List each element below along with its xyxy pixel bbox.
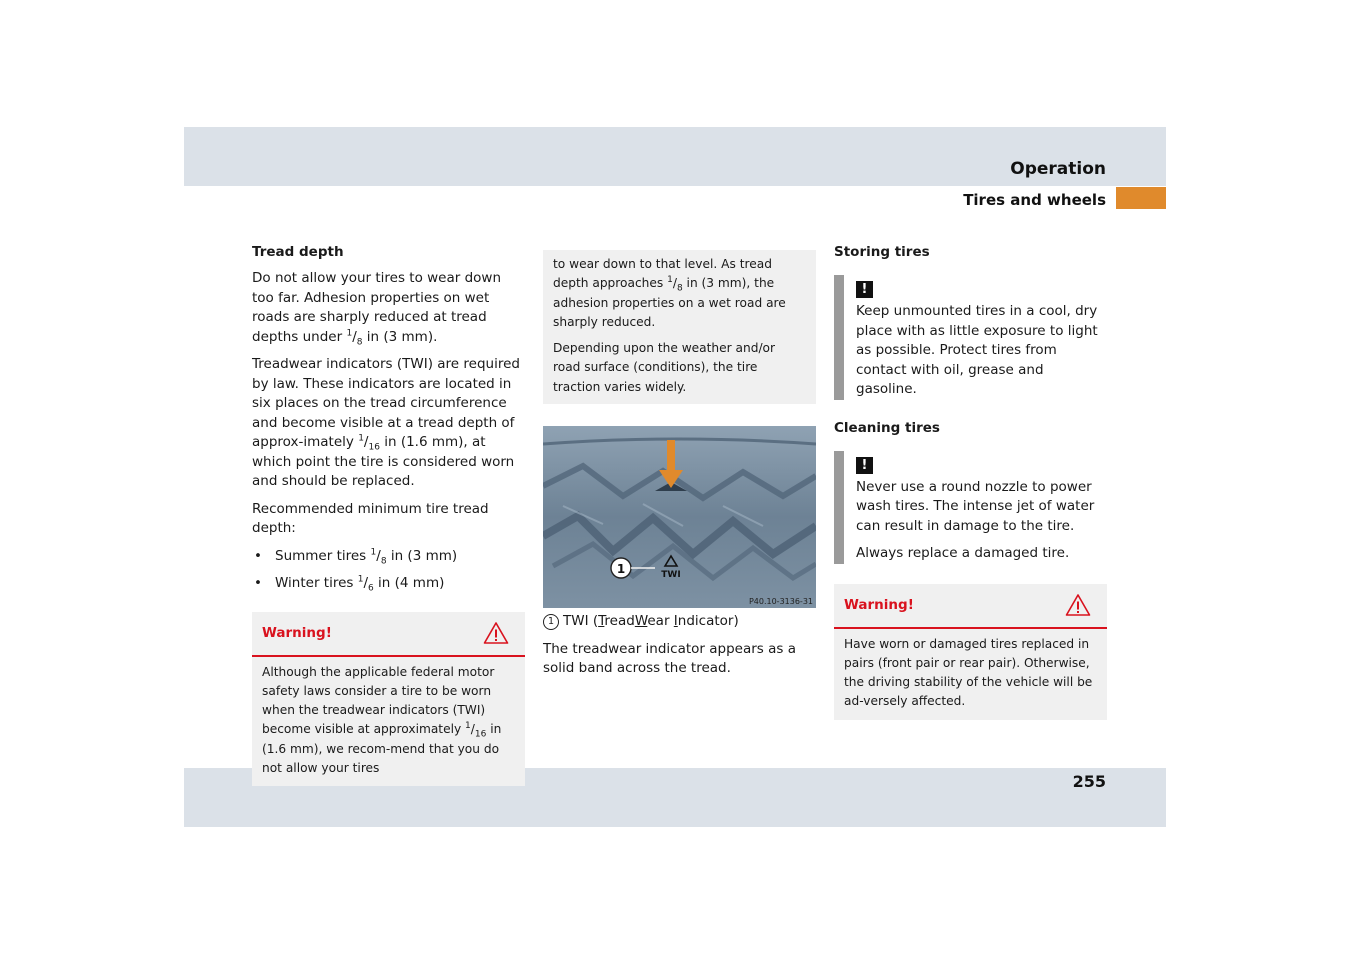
text-run: in (1.6 mm), at which point the tire is considered worn and should be replaced. (252, 434, 515, 489)
text-run: to wear down to that level. As tread depth approaches (553, 257, 772, 291)
text-run: ndicator) (677, 613, 739, 630)
warning-header (252, 612, 525, 657)
heading-storing-tires: Storing tires (834, 244, 930, 260)
twi-label: TWI (661, 570, 681, 581)
notice-content (844, 275, 1107, 400)
notice-storing (834, 275, 1107, 400)
warning-triangle-icon (483, 621, 509, 645)
exclamation-icon: ! (856, 457, 873, 474)
text-run: in (1.6 mm), we recom-mend that you do not allow your tires (262, 722, 502, 775)
text-run: TWI ( (563, 613, 599, 630)
warning-continuation-box (543, 250, 816, 404)
image-caption (543, 612, 816, 632)
text-run: Treadwear indicators (TWI) are required by law. These indicators are located in six places on the tread circumference and become visible at a tread depth of approx-imately (252, 356, 520, 450)
fraction-numerator: 1 (358, 433, 364, 444)
notice-content (844, 451, 1107, 564)
warning-triangle-icon (1065, 593, 1091, 617)
column-storing-cleaning (834, 244, 1107, 720)
section-tab-marker (1116, 187, 1166, 209)
heading-tread-depth: Tread depth (252, 244, 344, 260)
warning-body (834, 629, 1107, 720)
fraction-denominator: 8 (676, 283, 683, 294)
text-run: read (604, 613, 635, 630)
column-treadwear-indicator (543, 250, 816, 687)
text-run: in (3 mm) (386, 547, 458, 564)
cleaning-text: Never use a round nozzle to power wash tires. The intense jet of water can result in damage to the tire. (856, 478, 1095, 534)
callout-number-icon: 1 (543, 614, 559, 630)
fraction-denominator: 8 (356, 337, 363, 348)
text-run: W (634, 613, 648, 630)
fraction-numerator: 1 (465, 721, 471, 732)
list-item-winter: • Winter tires $^1/_6$ in (4 mm) (252, 574, 525, 594)
tread-depth-list (252, 547, 525, 594)
paragraph-twi: Treadwear indicators (TWI) are required by law. These indicators are located in six places on the tread circumference and become visible at a tread depth of approx-imately $^1/_{16}$ in (1.6 mm), at which point the tire is considered worn and should be replaced. (252, 356, 520, 489)
warning-box-pairs (834, 584, 1107, 720)
column-tread-depth (252, 244, 525, 786)
paragraph-adhesion: Do not allow your tires to wear down too far. Adhesion properties on wet roads are sharply reduced at tread depths under $^1/_8$ in (3 mm). (252, 270, 502, 348)
warning-box-tread (252, 612, 525, 787)
text-run: Do not allow your tires to wear down too far. Adhesion properties on wet roads are sharply reduced at tread depths under (252, 270, 502, 345)
text-run: Winter tires (275, 575, 358, 591)
notice-bar (834, 451, 844, 564)
cleaning-text-replace: Always replace a damaged tire. (856, 545, 1070, 561)
warning-title: Warning! (844, 597, 914, 613)
fraction-numerator: 1 (370, 547, 377, 557)
section-title: Tires and wheels (963, 191, 1106, 209)
warning-text: Have worn or damaged tires replaced in pairs (front pair or rear pair). Otherwise, the driving stability of the vehicle will be ad-versely affected. (844, 636, 1093, 709)
fraction-denominator: 6 (368, 583, 374, 594)
text-run: in (4 mm) (373, 575, 445, 591)
text-run: in (3 mm), the adhesion properties on a wet road are sharply reduced. (553, 276, 786, 329)
exclamation-icon: ! (856, 281, 873, 298)
tire-tread-image (543, 426, 816, 608)
storing-text: Keep unmounted tires in a cool, dry place with as little exposure to light as possible. Protect tires from contact with oil, grease and gasoline. (856, 303, 1098, 397)
text-run: Although the applicable federal motor safety laws consider a tire to be worn when the treadwear indicators (TWI) become visible at approximately (262, 664, 495, 737)
text-run: Summer tires (275, 547, 371, 564)
continuation-text: to wear down to that level. As tread depth approaches $^1/_8$ in (3 mm), the adhesion properties on a wet road are sharply reduced. (553, 257, 786, 329)
warning-text: Although the applicable federal motor safety laws consider a tire to be worn when the treadwear indicators (TWI) become visible at approximately $^1/_{16}$ in (1.6 mm), we recom-mend that you do not allow your tires (262, 664, 502, 775)
text-run: ear (647, 613, 674, 630)
fraction-denominator: 16 (368, 442, 380, 453)
fraction-denominator: 16 (474, 729, 487, 740)
paragraph-solid-band: The treadwear indicator appears as a solid band across the tread. (543, 640, 797, 677)
text-run: in (3 mm). (362, 328, 438, 345)
page-number: 255 (1072, 772, 1106, 791)
text-run: T (598, 613, 605, 630)
warning-title: Warning! (262, 625, 332, 641)
fraction-numerator: 1 (346, 328, 353, 338)
image-reference-code: P40.10-3136-31 (748, 597, 813, 607)
fraction-denominator: 8 (380, 556, 387, 567)
fraction-numerator: 1 (667, 275, 673, 286)
heading-cleaning-tires: Cleaning tires (834, 419, 940, 436)
list-item-summer: • Summer tires $^1/_8$ in (3 mm) (252, 547, 525, 567)
paragraph-recommended: Recommended minimum tire tread depth: (252, 500, 489, 536)
warning-header (834, 584, 1107, 629)
notice-cleaning (834, 451, 1107, 564)
chapter-title: Operation (1010, 159, 1106, 179)
fraction-numerator: 1 (357, 574, 364, 585)
notice-bar (834, 275, 844, 400)
text-run: I (673, 613, 678, 630)
continuation-text-weather: Depending upon the weather and/or road surface (conditions), the tire traction varies widely. (553, 341, 776, 394)
warning-body (252, 657, 525, 787)
tire-callout-number: 1 (616, 562, 626, 577)
